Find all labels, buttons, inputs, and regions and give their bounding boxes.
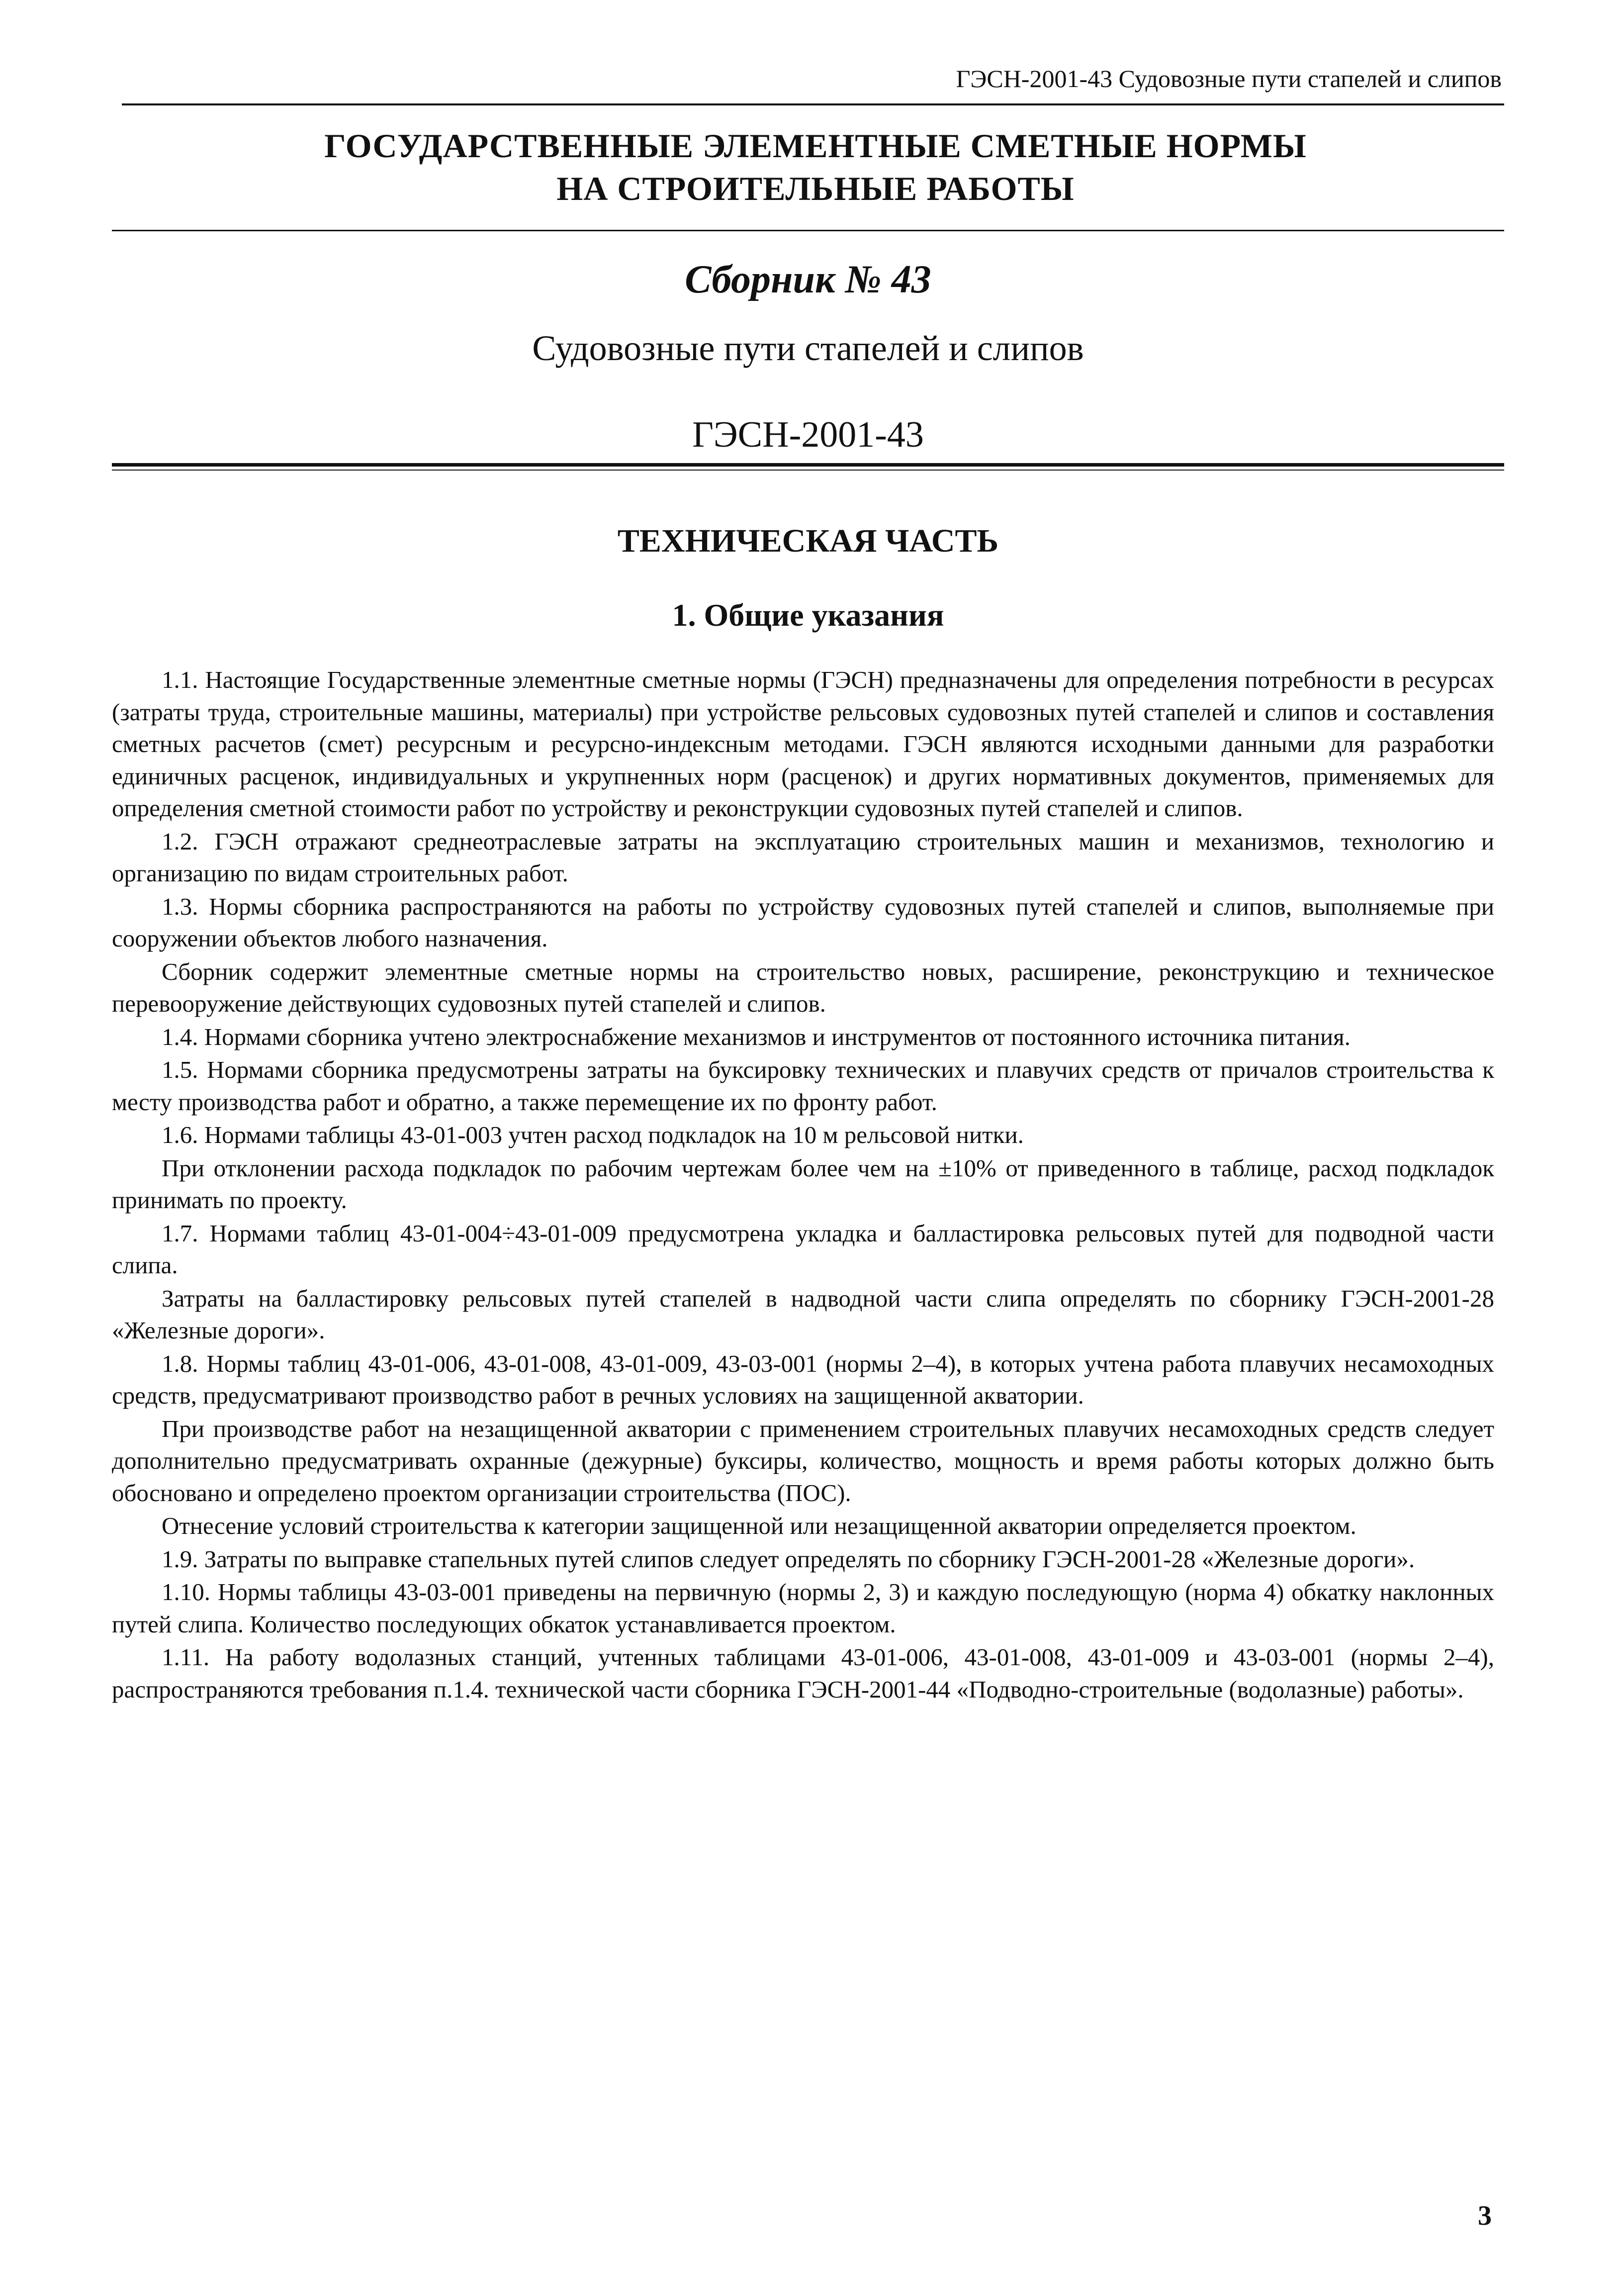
paragraph-1-9: 1.9. Затраты по выправке стапельных путей слипов следует определять по сборнику ГЭСН-2001-28 «Железные дороги». xyxy=(162,1545,1415,1573)
collection-title: Сборник № 43 xyxy=(685,258,931,301)
paragraph-1-6-note: При отклонении расхода подкладок по рабочим чертежам более чем на ±10% от приведенного в таблице, расход подкладок принимать по проекту. xyxy=(112,1154,1494,1214)
paragraph-1-8: 1.8. Нормы таблиц 43-01-006, 43-01-008, 43-01-009, 43-03-001 (нормы 2–4), в которых учтена работа плавучих несамоходных средств, предусматривают производство работ в речных условиях на защищенной акватории. xyxy=(112,1349,1494,1409)
paragraph-1-8-note: При производстве работ на незащищенной акватории с применением строительных плавучих несамоходных средств следует дополнительно предусматривать охранные (дежурные) буксиры, количество, мощность и время работы которых должно быть обосновано и определено проектом организации строительства (ПОС). xyxy=(112,1415,1494,1507)
paragraph-1-3: 1.3. Нормы сборника распространяются на работы по устройству судовозных путей стапелей и слипов, выполняемые при сооружении объектов любого назначения. xyxy=(112,892,1494,952)
running-header: ГЭСН-2001-43 Судовозные пути стапелей и слипов xyxy=(956,65,1502,93)
title-line-2: НА СТРОИТЕЛЬНЫЕ РАБОТЫ xyxy=(556,170,1075,207)
paragraph-1-10: 1.10. Нормы таблицы 43-03-001 приведены на первичную (нормы 2, 3) и каждую последующую (норма 4) обкатку наклонных путей слипа. Количество последующих обкаток устанавливается проектом. xyxy=(112,1578,1494,1638)
paragraph-1-1: 1.1. Настоящие Государственные элементные сметные нормы (ГЭСН) предназначены для определения потребности в ресурсах (затраты труда, строительные машины, материалы) при устройстве рельсовых судовозных путей стапелей и слипов и составления сметных расчетов (смет) ресурсным и ресурсно-индексным методами. ГЭСН являются исходными данными для разработки единичных расценок, индивидуальных и укрупненных норм (расценок) и других нормативных документов, применяемых для определения сметной стоимости работ по устройству и реконструкции судовозных путей стапелей и слипов. xyxy=(112,666,1494,822)
paragraph-1-2: 1.2. ГЭСН отражают среднеотраслевые затраты на эксплуатацию строительных машин и механизмов, технологию и организацию по видам строительных работ. xyxy=(112,827,1494,887)
body-text xyxy=(112,664,1494,1707)
section-title: ТЕХНИЧЕСКАЯ ЧАСТЬ xyxy=(617,523,999,559)
collection-subtitle: Судовозные пути стапелей и слипов xyxy=(532,328,1084,368)
document-title xyxy=(119,124,1512,210)
paragraph-1-5: 1.5. Нормами сборника предусмотрены затраты на буксировку технических и плавучих средств от причалов строительства к месту производства работ и обратно, а также перемещение их по фронту работ. xyxy=(112,1056,1494,1116)
paragraph-1-7-note: Затраты на балластировку рельсовых путей стапелей в надводной части слипа определять по сборнику ГЭСН-2001-28 «Железные дороги». xyxy=(112,1284,1494,1344)
paragraph-1-7: 1.7. Нормами таблиц 43-01-004÷43-01-009 предусмотрена укладка и балластировка рельсовых путей для подводной части слипа. xyxy=(112,1219,1494,1279)
subsection-title: 1. Общие указания xyxy=(672,597,944,633)
document-code: ГЭСН-2001-43 xyxy=(692,414,924,455)
paragraph-1-4: 1.4. Нормами сборника учтено электроснабжение механизмов и инструментов от постоянного источника питания. xyxy=(162,1023,1351,1050)
title-line-1: ГОСУДАРСТВЕННЫЕ ЭЛЕМЕНТНЫЕ СМЕТНЫЕ НОРМЫ xyxy=(324,127,1307,165)
code-rule-thick xyxy=(112,463,1504,467)
paragraph-1-11: 1.11. На работу водолазных станций, учтенных таблицами 43-01-006, 43-01-008, 43-01-009 и 43-03-001 (нормы 2–4), распространяются требования п.1.4. технической части сборника ГЭСН-2001-44 «Подводно-строительные (водолазные) работы». xyxy=(112,1643,1494,1703)
title-rule xyxy=(112,230,1504,231)
paragraph-1-6: 1.6. Нормами таблицы 43-01-003 учтен расход подкладок на 10 м рельсовой нитки. xyxy=(162,1121,1024,1148)
header-rule xyxy=(122,103,1504,105)
code-rule-thin xyxy=(112,470,1504,471)
paragraph-1-8-note-2: Отнесение условий строительства к категории защищенной или незащищенной акватории определяется проектом. xyxy=(162,1512,1356,1539)
page-number: 3 xyxy=(1478,2200,1492,2231)
paragraph-1-3-note: Сборник содержит элементные сметные нормы на строительство новых, расширение, реконструкцию и техническое перевооружение действующих судовозных путей стапелей и слипов. xyxy=(112,957,1494,1017)
